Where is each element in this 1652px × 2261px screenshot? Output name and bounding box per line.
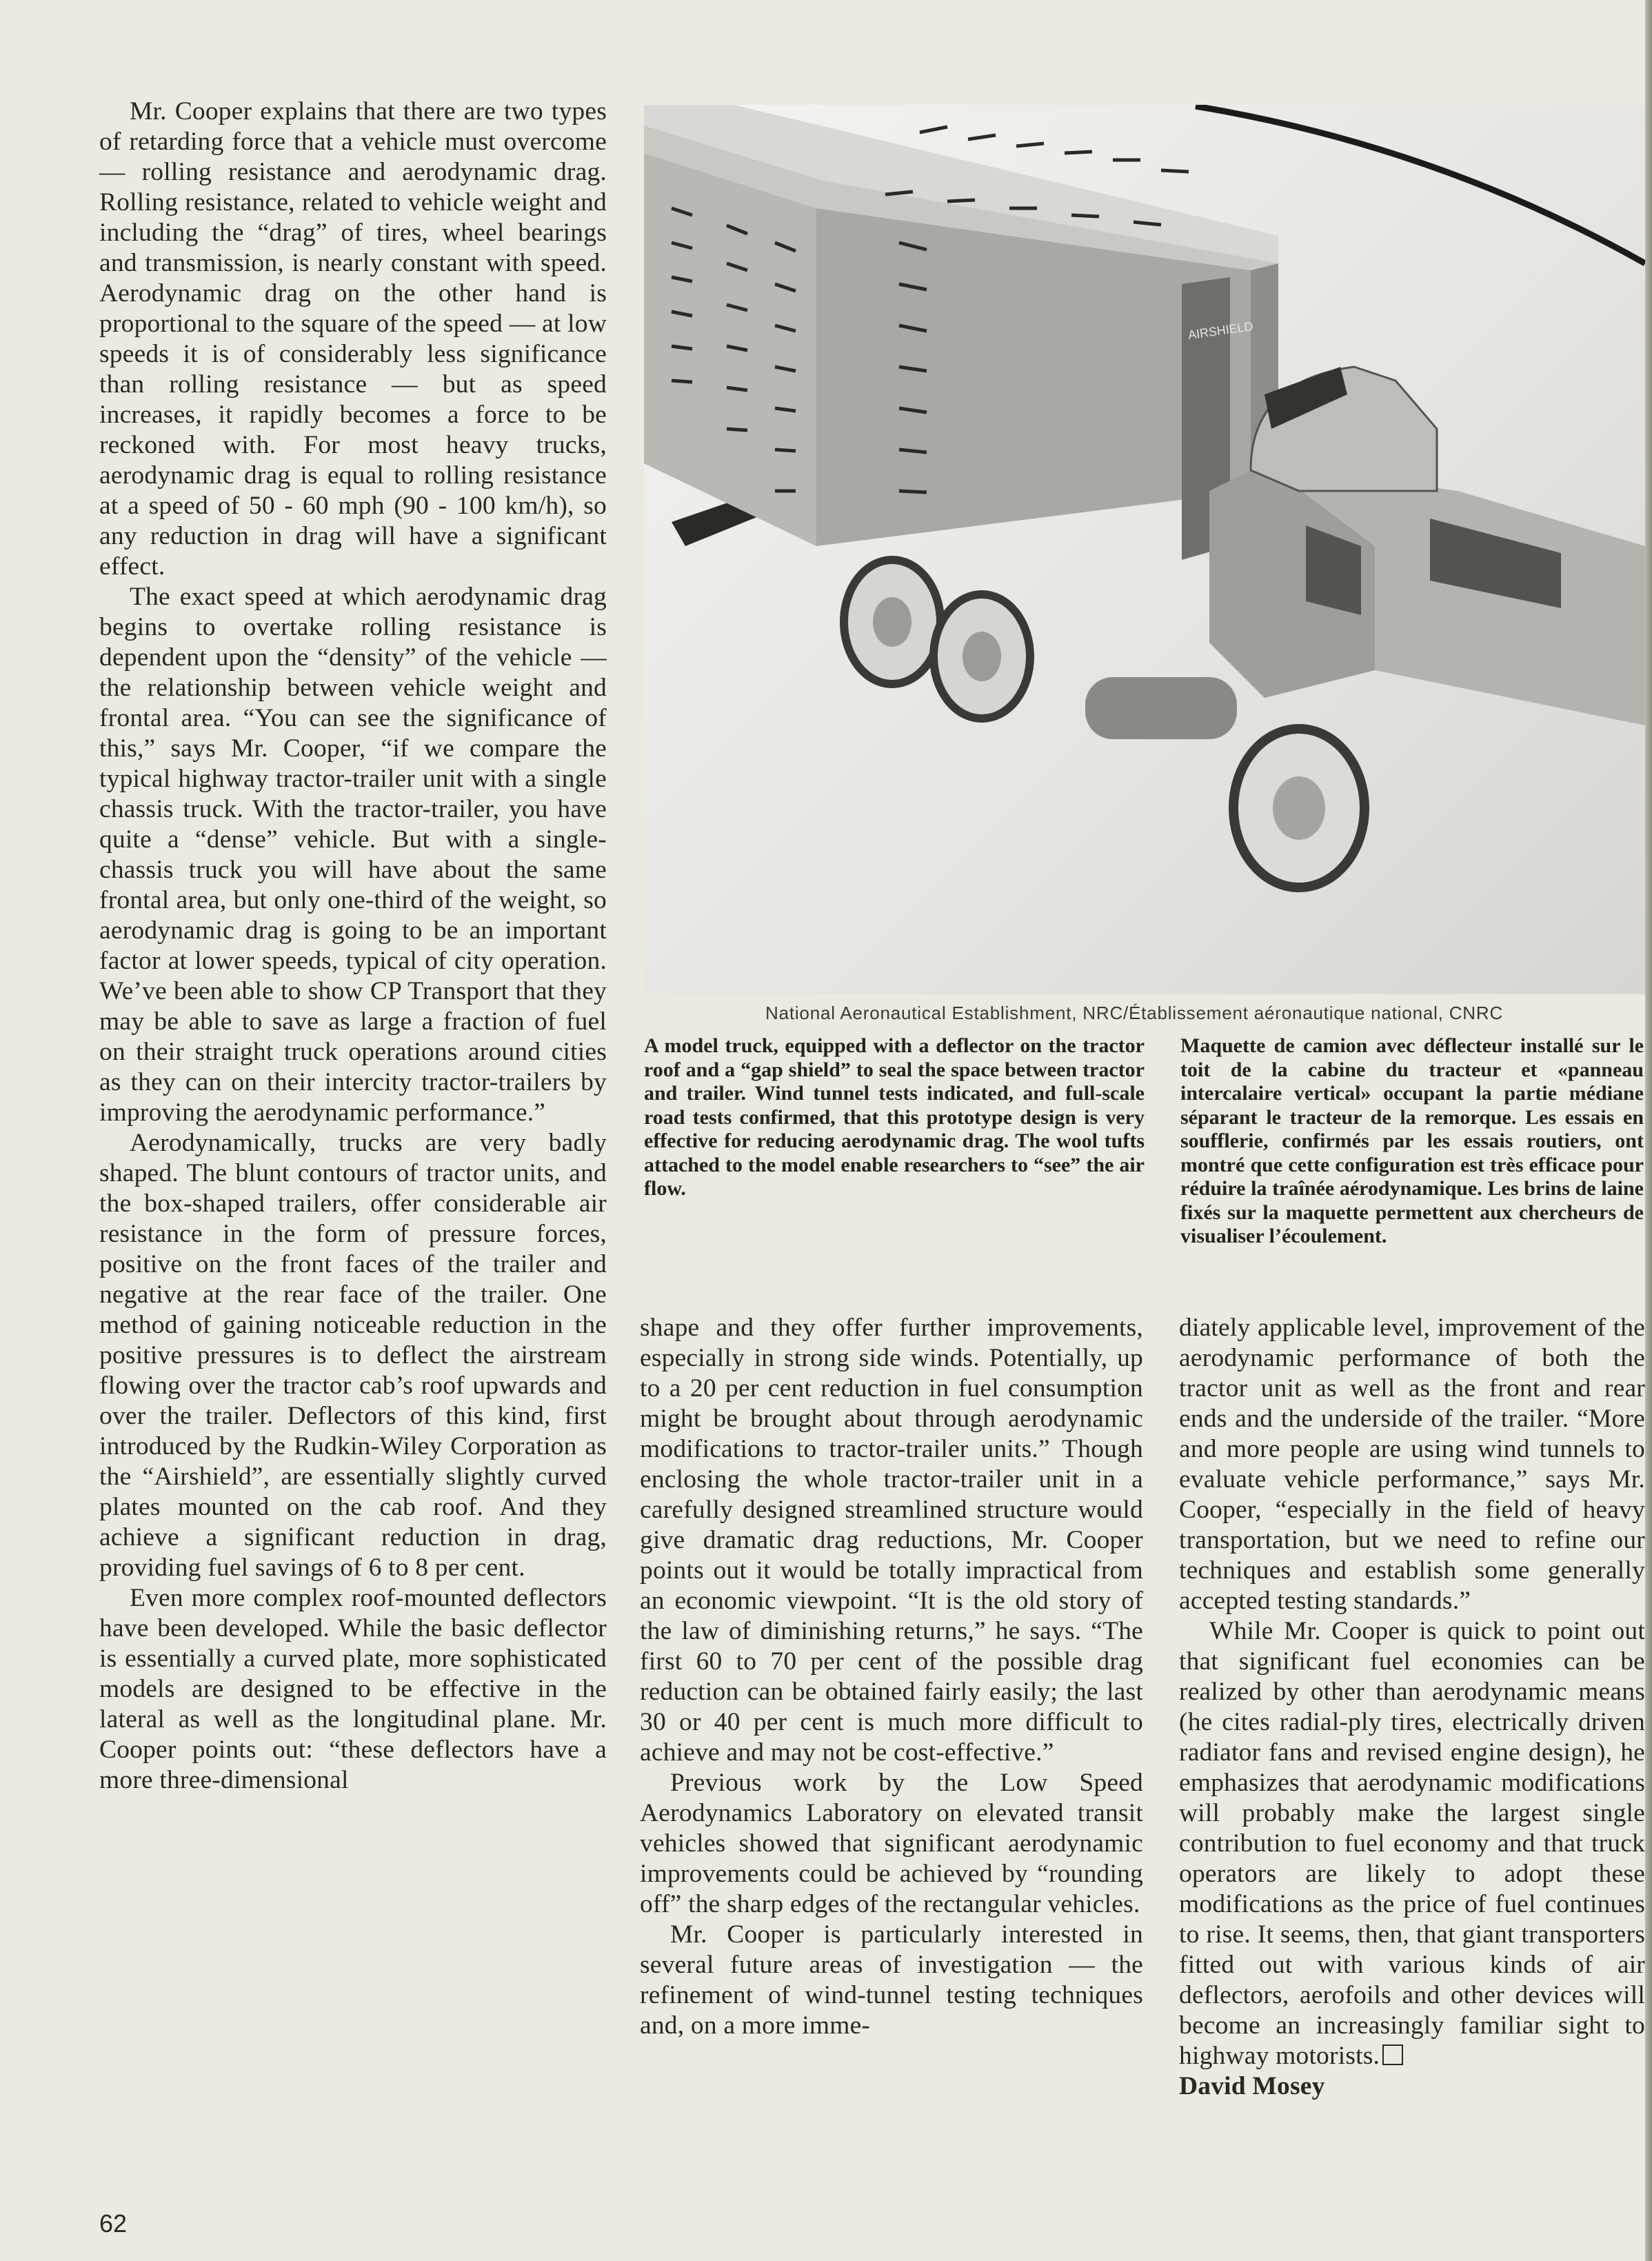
article-paragraph: Mr. Cooper explains that there are two types of retarding force that a vehicle must overcome — rolling resistance and aerodynamic drag. Rolling resistance, related to vehicle weight and including the “drag” of tires, wheel bearings and transmission, is nearly constant with speed. Aerodynamic drag on the other hand is proportional to the square of the speed — at low speeds it is of considerably less significance than rolling resistance — but as speed increases, it rapidly becomes a force to be reckoned with. For most heavy trucks, aerodynamic drag is equal to rolling resistance at a speed of 50 - 60 mph (90 - 100 km/h), so any reduction in drag will have a significant effect.	[99, 97, 607, 581]
article-paragraph-text: While Mr. Cooper is quick to point out that significant fuel economies can be realized by other than aerodynamic means (he cites radial-ply tires, electrically driven radiator fans and revised engine design), he emphasizes that aerodynamic modifications will probably make the largest single contribution to fuel economy and that truck operators are likely to adopt these modifications as the price of fuel continues to rise. It seems, then, that giant transporters fitted out with various kinds of air deflectors, aerofoils and other devices will become an increasingly familiar sight to highway motorists.	[1179, 1617, 1645, 2070]
photo-caption-english: A model truck, equipped with a deflector on the tractor roof and a “gap shield” to seal the space between tractor and trailer. Wind tunnel tests indicated, and full-scale road tests confirmed, that this prototype design is very effective for reducing aerodynamic drag. The wool tufts attached to the model enable researchers to “see” the air flow.	[644, 1034, 1145, 1200]
photo-caption-french: Maquette de camion avec déflecteur installé sur le toit de la cabine du tracteur et «panneau intercalaire vertical» occupant la partie médiane séparant le tracteur de la remorque. Les essais en soufflerie, confirmés par les essais routiers, ont montré que cette configuration est très efficace pour réduire la traînée aérodynamique. Les brins de laine fixés sur la maquette permettent aux chercheurs de visualiser l’écoulement.	[1180, 1034, 1644, 1247]
end-mark-icon	[1382, 2044, 1403, 2065]
page-number: 62	[99, 2209, 128, 2238]
truck-model-photo	[644, 105, 1645, 994]
page-edge	[1645, 0, 1652, 2261]
article-paragraph: Mr. Cooper is particularly interested in several future areas of investigation — the refinement of wind-tunnel testing techniques and, on a more imme-	[640, 1920, 1143, 2040]
article-column-right	[1179, 1313, 1645, 2102]
photo-credit: National Aeronautical Establishment, NRC/Établissement aéronautique national, CNRC	[765, 1003, 1504, 1023]
article-paragraph: Previous work by the Low Speed Aerodynamics Laboratory on elevated transit vehicles showed that significant aerodynamic improvements could be achieved by “rounding off” the sharp edges of the rectangular vehicles.	[640, 1769, 1143, 1918]
article-column-middle	[640, 1313, 1143, 2041]
airshield-logo: AIRSHIELD	[1187, 319, 1254, 342]
article-paragraph: diately applicable level, improvement of the aerodynamic performance of both the tractor unit as well as the front and rear ends and the underside of the trailer. “More and more people are using wind tunnels to evaluate vehicle performance,” says Mr. Cooper, “especially in the field of heavy transportation, but we need to refine our techniques and establish some generally accepted testing standards.”	[1179, 1314, 1645, 1615]
article-paragraph: Even more complex roof-mounted deflectors have been developed. While the basic deflector is essentially a curved plate, more sophisticated models are designed to be effective in the lateral as well as the longitudinal plane. Mr. Cooper points out: “these deflectors have a more three-dimensional	[99, 1584, 607, 1794]
truck-model-illustration	[644, 105, 1645, 994]
article-column-left	[99, 97, 607, 1796]
article-paragraph	[1179, 1616, 1645, 2071]
article-paragraph: The exact speed at which aerodynamic drag begins to overtake rolling resistance is dependent upon the “density” of the vehicle — the relationship between vehicle weight and frontal area. “You can see the significance of this,” says Mr. Cooper, “if we compare the typical highway tractor-trailer unit with a single chassis truck. With the tractor-trailer, you have quite a “dense” vehicle. But with a single-chassis truck you will have about the same frontal area, but only one-third of the weight, so aerodynamic drag is going to be an important factor at lower speeds, typical of city operation. We’ve been able to show CP Transport that they may be able to save as large a fraction of fuel on their straight truck operations around cities as they can on their intercity tractor-trailers by improving the aerodynamic performance.”	[99, 583, 607, 1127]
article-paragraph: shape and they offer further improvements, especially in strong side winds. Potentially, up to a 20 per cent reduction in fuel consumption might be brought about through aerodynamic modifications to tractor-trailer units.” Though enclosing the whole tractor-trailer unit in a carefully designed streamlined structure would give dramatic drag reductions, Mr. Cooper points out it would be totally impractical from an economic viewpoint. “It is the old story of the law of diminishing returns,” he says. “The first 60 to 70 per cent of the possible drag reduction can be obtained fairly easily; the last 30 or 40 per cent is much more difficult to achieve and may not be cost-effective.”	[640, 1314, 1143, 1767]
article-paragraph: Aerodynamically, trucks are very badly shaped. The blunt contours of tractor units, and the box-shaped trailers, offer considerable air resistance in the form of pressure forces, positive on the front faces of the trailer and negative at the rear face of the trailer. One method of gaining noticeable reduction in the positive pressures is to deflect the airstream flowing over the tractor cab’s roof upwards and over the trailer. Deflectors of this kind, first introduced by the Rudkin-Wiley Corporation as the “Airshield”, are essentially slightly curved plates mounted on the cab roof. And they achieve a significant reduction in drag, providing fuel savings of 6 to 8 per cent.	[99, 1129, 607, 1582]
author-byline: David Mosey	[1179, 2072, 1325, 2100]
